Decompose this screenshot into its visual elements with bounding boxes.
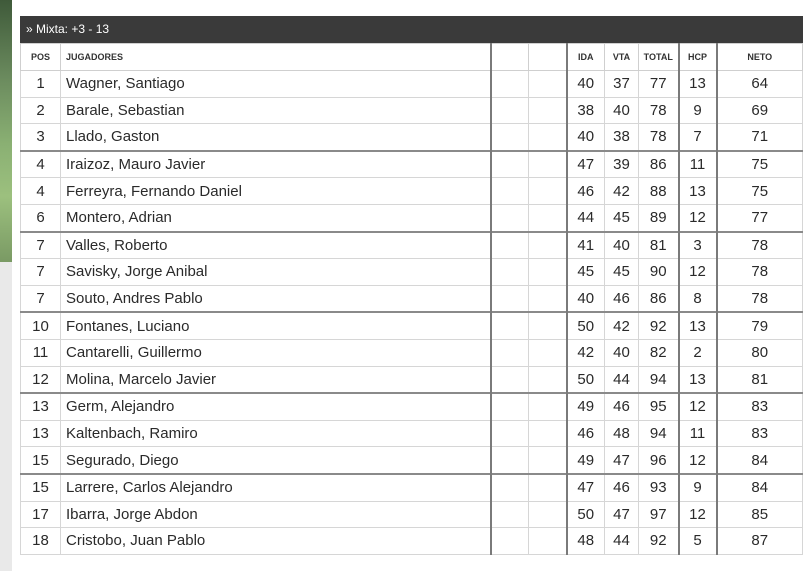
- table-row: [21, 447, 803, 474]
- row-neto: 78: [717, 285, 803, 312]
- section-title: » Mixta: +3 - 13: [26, 22, 110, 36]
- row-player: Wagner, Santiago: [61, 71, 491, 98]
- row-pos: 10: [21, 312, 61, 339]
- row-total: 93: [639, 474, 679, 501]
- row-player: Kaltenbach, Ramiro: [61, 420, 491, 447]
- row-blank: [529, 447, 567, 474]
- row-pos: 12: [21, 366, 61, 393]
- row-ida: 46: [567, 420, 605, 447]
- section-title-bar: [20, 16, 803, 43]
- row-player: Molina, Marcelo Javier: [61, 366, 491, 393]
- row-blank: [529, 97, 567, 124]
- row-blank: [491, 528, 529, 555]
- row-neto: 84: [717, 474, 803, 501]
- table-header-row: [21, 44, 803, 71]
- row-blank: [529, 71, 567, 98]
- row-player: Souto, Andres Pablo: [61, 285, 491, 312]
- header-blank-2: [529, 44, 567, 71]
- row-ida: 49: [567, 393, 605, 420]
- row-total: 94: [639, 366, 679, 393]
- table-row: [21, 178, 803, 205]
- row-hcp: 12: [679, 259, 717, 286]
- row-blank: [491, 178, 529, 205]
- row-hcp: 9: [679, 474, 717, 501]
- row-neto: 81: [717, 366, 803, 393]
- row-pos: 1: [21, 71, 61, 98]
- row-neto: 77: [717, 204, 803, 231]
- row-ida: 46: [567, 178, 605, 205]
- row-pos: 7: [21, 259, 61, 286]
- row-pos: 11: [21, 339, 61, 366]
- row-blank: [491, 232, 529, 259]
- row-ida: 47: [567, 474, 605, 501]
- row-vta: 46: [605, 285, 639, 312]
- row-blank: [491, 124, 529, 151]
- row-pos: 4: [21, 178, 61, 205]
- row-ida: 40: [567, 124, 605, 151]
- row-neto: 78: [717, 259, 803, 286]
- row-vta: 42: [605, 312, 639, 339]
- table-row: [21, 285, 803, 312]
- table-body: [21, 71, 803, 555]
- row-neto: 64: [717, 71, 803, 98]
- row-blank: [491, 501, 529, 528]
- row-hcp: 7: [679, 124, 717, 151]
- row-neto: 75: [717, 151, 803, 178]
- row-blank: [529, 232, 567, 259]
- row-pos: 15: [21, 474, 61, 501]
- row-blank: [529, 393, 567, 420]
- row-total: 95: [639, 393, 679, 420]
- row-blank: [491, 447, 529, 474]
- row-hcp: 3: [679, 232, 717, 259]
- row-pos: 7: [21, 232, 61, 259]
- row-total: 96: [639, 447, 679, 474]
- row-total: 77: [639, 71, 679, 98]
- row-hcp: 12: [679, 393, 717, 420]
- row-vta: 39: [605, 151, 639, 178]
- row-vta: 46: [605, 474, 639, 501]
- row-player: Barale, Sebastian: [61, 97, 491, 124]
- row-blank: [491, 97, 529, 124]
- row-hcp: 12: [679, 204, 717, 231]
- table-row: [21, 501, 803, 528]
- row-pos: 3: [21, 124, 61, 151]
- row-neto: 83: [717, 420, 803, 447]
- table-row: [21, 474, 803, 501]
- table-row: [21, 393, 803, 420]
- row-hcp: 11: [679, 151, 717, 178]
- row-blank: [491, 312, 529, 339]
- row-player: Montero, Adrian: [61, 204, 491, 231]
- row-blank: [529, 366, 567, 393]
- row-total: 92: [639, 528, 679, 555]
- table-row: [21, 259, 803, 286]
- header-pos: POS: [21, 44, 61, 71]
- row-ida: 44: [567, 204, 605, 231]
- row-pos: 15: [21, 447, 61, 474]
- row-player: Valles, Roberto: [61, 232, 491, 259]
- row-hcp: 13: [679, 366, 717, 393]
- row-player: Iraizoz, Mauro Javier: [61, 151, 491, 178]
- row-vta: 44: [605, 366, 639, 393]
- row-player: Ibarra, Jorge Abdon: [61, 501, 491, 528]
- row-total: 81: [639, 232, 679, 259]
- row-blank: [491, 285, 529, 312]
- row-blank: [529, 501, 567, 528]
- row-player: Cristobo, Juan Pablo: [61, 528, 491, 555]
- row-blank: [491, 151, 529, 178]
- row-vta: 40: [605, 97, 639, 124]
- row-ida: 40: [567, 71, 605, 98]
- row-neto: 71: [717, 124, 803, 151]
- row-ida: 50: [567, 366, 605, 393]
- header-blank-1: [491, 44, 529, 71]
- row-vta: 37: [605, 71, 639, 98]
- row-neto: 85: [717, 501, 803, 528]
- header-total: TOTAL: [639, 44, 679, 71]
- row-pos: 17: [21, 501, 61, 528]
- row-blank: [529, 420, 567, 447]
- row-hcp: 2: [679, 339, 717, 366]
- row-hcp: 12: [679, 447, 717, 474]
- row-blank: [529, 204, 567, 231]
- row-player: Ferreyra, Fernando Daniel: [61, 178, 491, 205]
- row-neto: 84: [717, 447, 803, 474]
- row-ida: 42: [567, 339, 605, 366]
- row-neto: 79: [717, 312, 803, 339]
- row-total: 94: [639, 420, 679, 447]
- row-pos: 13: [21, 420, 61, 447]
- row-blank: [491, 420, 529, 447]
- row-vta: 47: [605, 501, 639, 528]
- row-blank: [529, 474, 567, 501]
- table-row: [21, 312, 803, 339]
- row-neto: 83: [717, 393, 803, 420]
- row-blank: [529, 124, 567, 151]
- row-vta: 40: [605, 339, 639, 366]
- row-vta: 46: [605, 393, 639, 420]
- row-hcp: 13: [679, 71, 717, 98]
- table-row: [21, 366, 803, 393]
- row-player: Larrere, Carlos Alejandro: [61, 474, 491, 501]
- row-total: 82: [639, 339, 679, 366]
- row-vta: 44: [605, 528, 639, 555]
- row-player: Llado, Gaston: [61, 124, 491, 151]
- row-player: Germ, Alejandro: [61, 393, 491, 420]
- row-blank: [491, 71, 529, 98]
- row-player: Segurado, Diego: [61, 447, 491, 474]
- row-hcp: 11: [679, 420, 717, 447]
- row-blank: [491, 339, 529, 366]
- table-row: [21, 151, 803, 178]
- row-pos: 13: [21, 393, 61, 420]
- leaderboard-table: [20, 43, 803, 555]
- row-vta: 45: [605, 259, 639, 286]
- results-card: [20, 16, 803, 555]
- row-ida: 49: [567, 447, 605, 474]
- row-hcp: 13: [679, 178, 717, 205]
- row-blank: [529, 528, 567, 555]
- row-total: 90: [639, 259, 679, 286]
- row-total: 89: [639, 204, 679, 231]
- row-blank: [529, 151, 567, 178]
- row-blank: [491, 204, 529, 231]
- row-pos: 4: [21, 151, 61, 178]
- row-ida: 38: [567, 97, 605, 124]
- row-ida: 48: [567, 528, 605, 555]
- row-pos: 18: [21, 528, 61, 555]
- row-hcp: 13: [679, 312, 717, 339]
- row-vta: 40: [605, 232, 639, 259]
- header-player: JUGADORES: [61, 44, 491, 71]
- row-pos: 2: [21, 97, 61, 124]
- left-margin-strip: [0, 262, 12, 571]
- row-blank: [491, 259, 529, 286]
- row-neto: 78: [717, 232, 803, 259]
- row-total: 78: [639, 97, 679, 124]
- row-hcp: 8: [679, 285, 717, 312]
- table-row: [21, 124, 803, 151]
- row-ida: 40: [567, 285, 605, 312]
- row-blank: [491, 393, 529, 420]
- row-neto: 87: [717, 528, 803, 555]
- row-total: 97: [639, 501, 679, 528]
- row-hcp: 12: [679, 501, 717, 528]
- row-total: 86: [639, 285, 679, 312]
- row-player: Cantarelli, Guillermo: [61, 339, 491, 366]
- row-ida: 50: [567, 501, 605, 528]
- row-pos: 7: [21, 285, 61, 312]
- row-neto: 80: [717, 339, 803, 366]
- header-hcp: HCP: [679, 44, 717, 71]
- background-photo-strip: [0, 0, 12, 262]
- row-blank: [529, 285, 567, 312]
- row-blank: [529, 312, 567, 339]
- row-blank: [529, 178, 567, 205]
- table-row: [21, 71, 803, 98]
- row-blank: [529, 339, 567, 366]
- row-vta: 47: [605, 447, 639, 474]
- row-ida: 41: [567, 232, 605, 259]
- row-blank: [491, 474, 529, 501]
- table-row: [21, 420, 803, 447]
- row-hcp: 9: [679, 97, 717, 124]
- row-ida: 47: [567, 151, 605, 178]
- row-vta: 38: [605, 124, 639, 151]
- row-total: 86: [639, 151, 679, 178]
- table-row: [21, 204, 803, 231]
- row-vta: 42: [605, 178, 639, 205]
- row-player: Savisky, Jorge Anibal: [61, 259, 491, 286]
- row-total: 88: [639, 178, 679, 205]
- table-row: [21, 232, 803, 259]
- table-row: [21, 339, 803, 366]
- row-blank: [491, 366, 529, 393]
- row-vta: 45: [605, 204, 639, 231]
- row-player: Fontanes, Luciano: [61, 312, 491, 339]
- row-hcp: 5: [679, 528, 717, 555]
- row-total: 78: [639, 124, 679, 151]
- row-total: 92: [639, 312, 679, 339]
- row-ida: 45: [567, 259, 605, 286]
- row-vta: 48: [605, 420, 639, 447]
- row-blank: [529, 259, 567, 286]
- table-row: [21, 528, 803, 555]
- row-neto: 75: [717, 178, 803, 205]
- row-ida: 50: [567, 312, 605, 339]
- header-ida: IDA: [567, 44, 605, 71]
- row-pos: 6: [21, 204, 61, 231]
- header-neto: NETO: [717, 44, 803, 71]
- row-neto: 69: [717, 97, 803, 124]
- header-vta: VTA: [605, 44, 639, 71]
- table-row: [21, 97, 803, 124]
